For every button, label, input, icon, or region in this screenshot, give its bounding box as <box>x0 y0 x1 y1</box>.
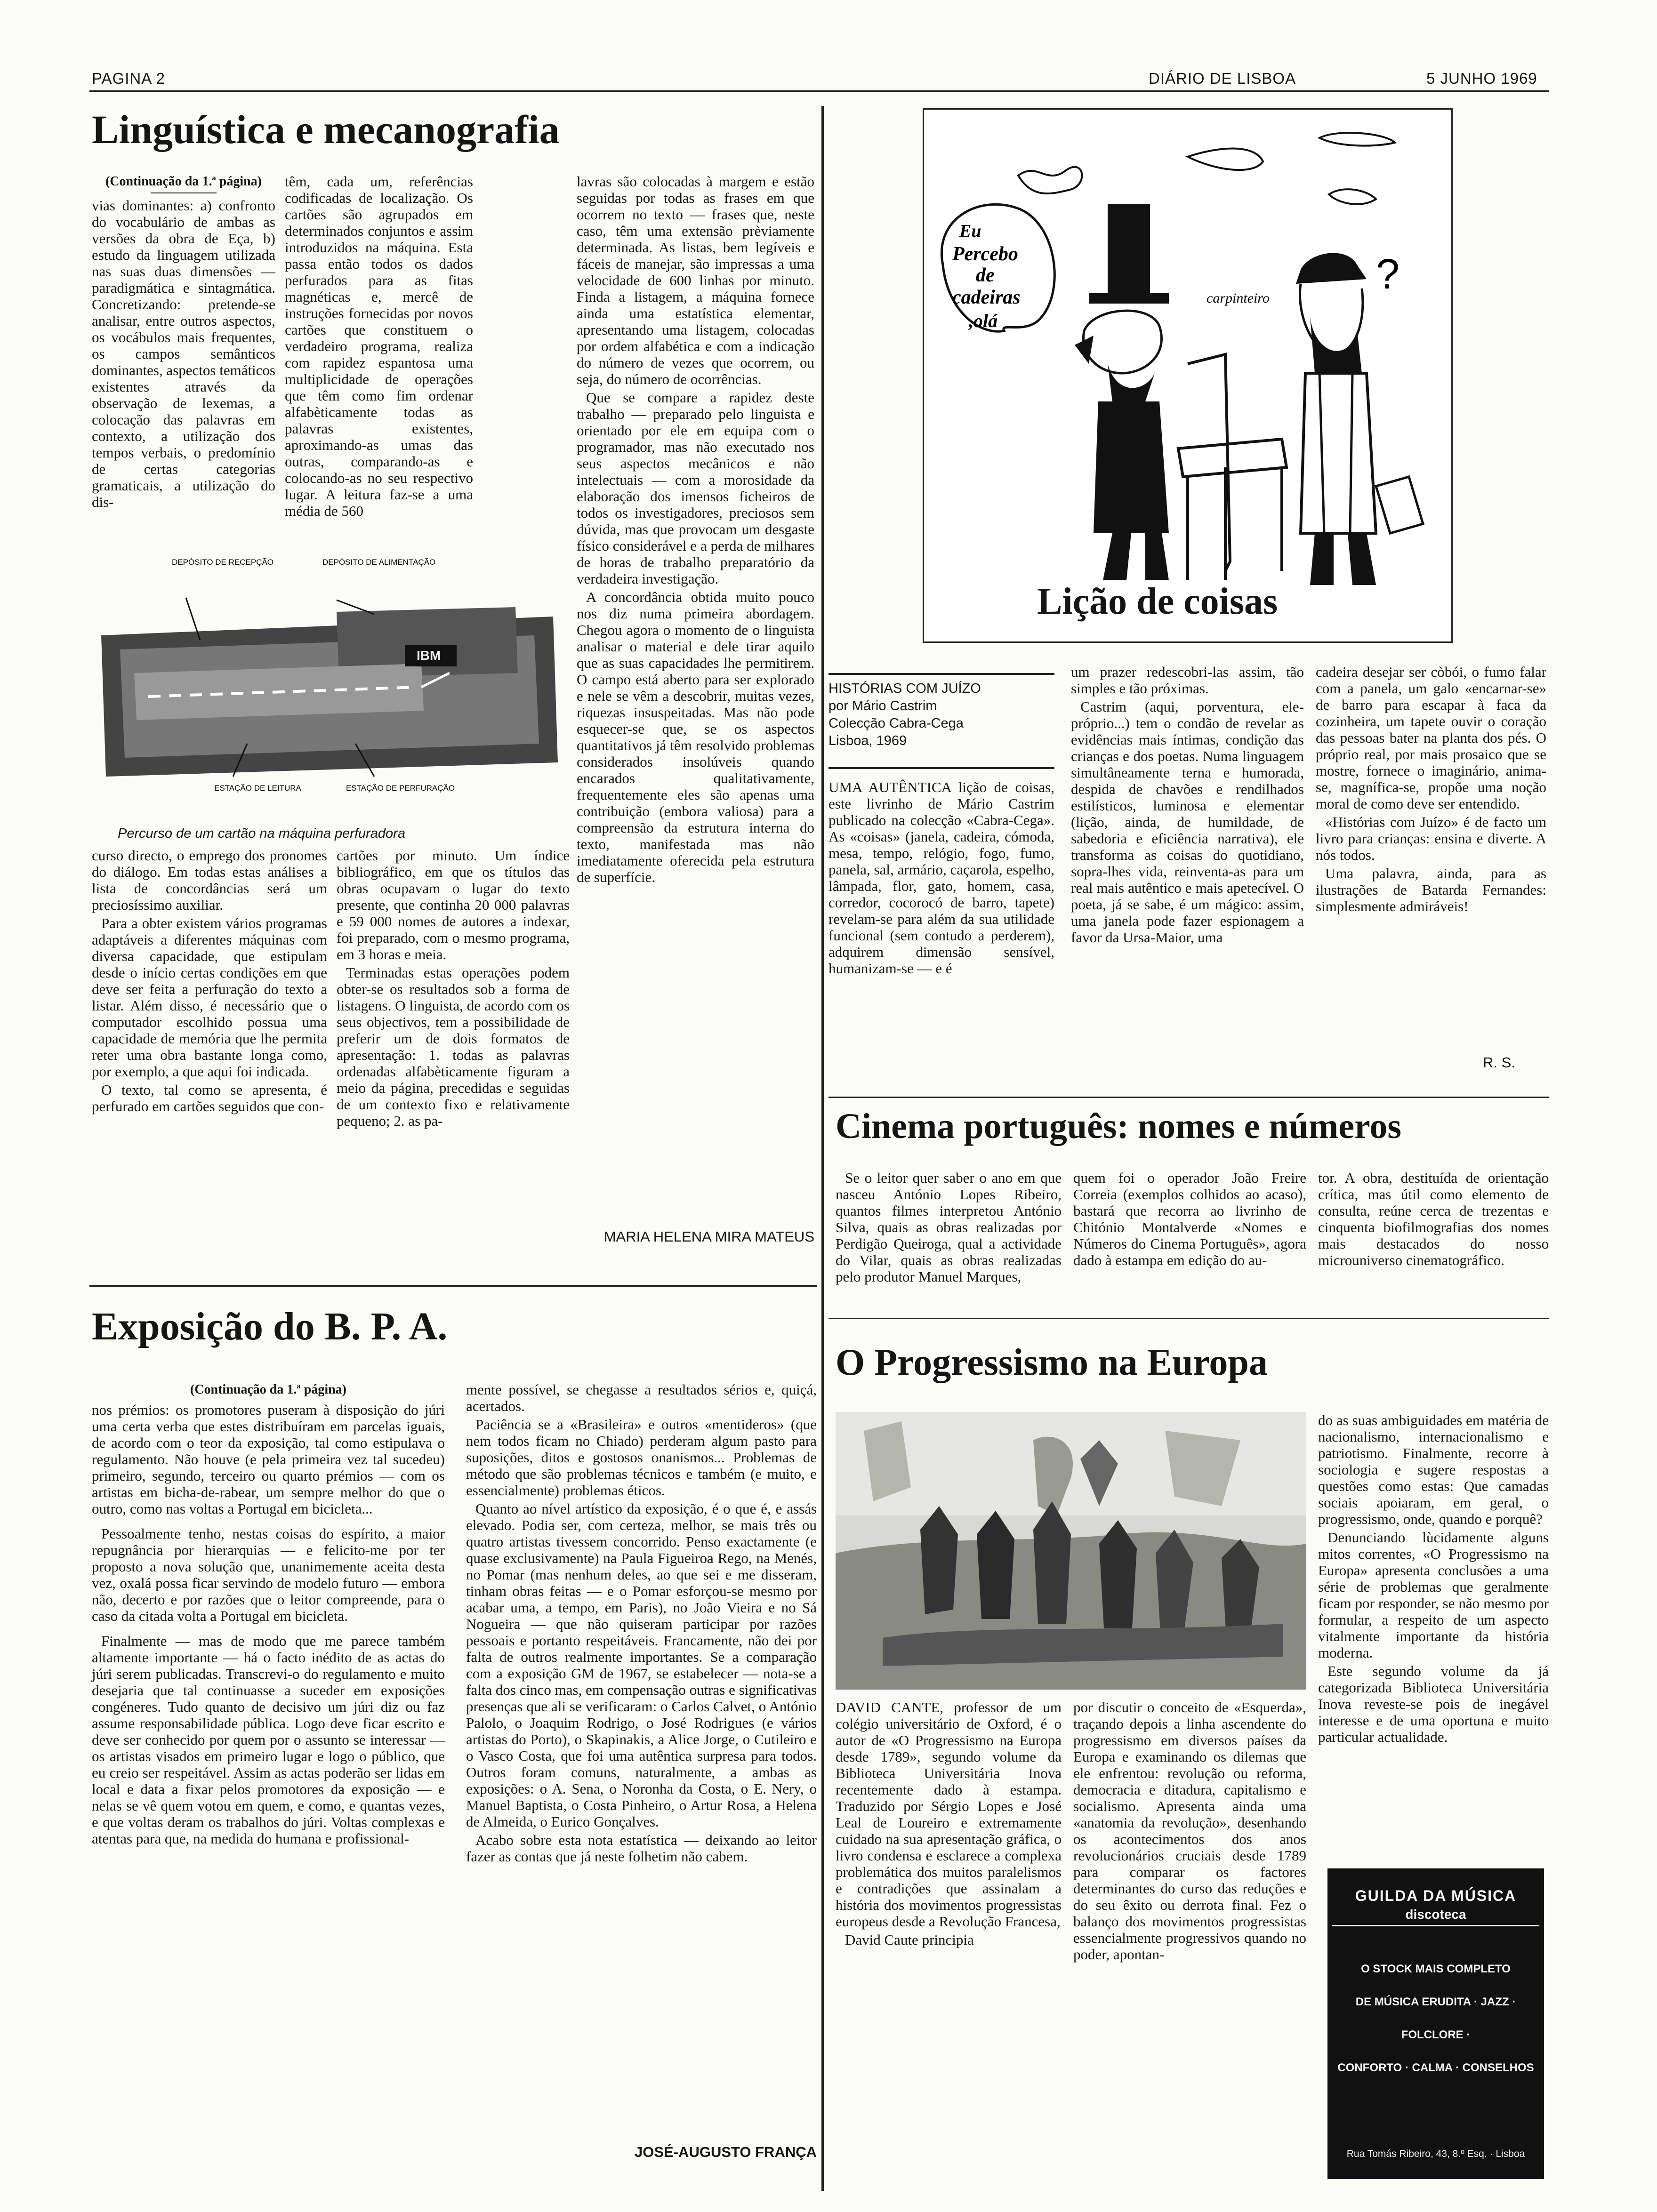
book-box-rule <box>828 673 1054 675</box>
svg-text:cadeiras: cadeiras <box>952 287 1021 308</box>
historical-painting <box>836 1412 1306 1690</box>
paragraph: quem foi o operador João Freire Correia (exemplos colhidos ao acaso), bastará que recorra ao livrinho de Chitónio Montalverde «Nomes e Números do Cinema Português», agora dado à estampa em edição do au- <box>1073 1170 1306 1268</box>
linguistica-col1-lower <box>92 847 327 1252</box>
cinema-col1 <box>836 1170 1062 1348</box>
paragraph: lavras são colocadas à margem e estão seguidas por todas as frases em que ocorrem no texto — frases que, neste caso, têm uma extensão prèviamente determinada. As listas, bem legíveis e fáceis de manejar, são impressas a uma velocidade de 600 linhas por minuto. Finda a listagem, a máquina fornece ainda uma estatística elementar, apresentando uma listagem, colocadas por ordem alfabética e com a indicação do número de vezes que ocorrem, ou seja, do número de ocorrências. <box>577 173 814 387</box>
cartoon-question-mark <box>1376 251 1400 298</box>
paragraph: Uma palavra, ainda, para as ilustrações de Batarda Fernandes: simplesmente admiráveis! <box>1316 865 1546 914</box>
issue-date: 5 JUNHO 1969 <box>1426 70 1537 87</box>
progressismo-col3 <box>1318 1412 1549 1854</box>
linguistica-col2-lower <box>337 847 570 1252</box>
svg-text:?: ? <box>1376 251 1400 298</box>
cartoon-speech <box>952 243 1018 265</box>
expo-col1 <box>92 1381 445 2163</box>
cinema-col2 <box>1073 1170 1306 1348</box>
cartoon-speech <box>959 221 981 241</box>
card-machine-photo <box>92 555 567 819</box>
paragraph: A concordância obtida muito pouco nos diz numa primeira abordagem. Chegou agora o momento de o linguista analisar o material e dele tirar aquilo que as suas capacidades lhe permitirem. O campo está aberto para ser explorado e nele se vêm a descobrir, muitas vezes, riquezas insuspeitadas. Mas não pode esquecer-se que, se os aspectos quantitativos já têm resolvido problemas considerados insolúveis quando encarados qualitativamente, frequentemente eles são apenas uma contribuição (embora valiosa) para a compreensão da estrutura interna do texto, manifestada mas não imediatamente oferecida pela estrutura de superfície. <box>577 589 814 885</box>
linguistica-col2 <box>285 173 473 550</box>
paragraph: Que se compare a rapidez deste trabalho — preparado pelo linguista e orientado por ele em equipa com o programador, mas não executado nos seus aspectos mecânicos e não intelectuais — com a morosidade da elaboração dos imensos ficheiros de todos os investigadores, preciosos sem dúvida, mas que provocam um desgaste físico considerável e a perda de milhares de horas de trabalho preparatório da verdadeira investigação. <box>577 389 814 587</box>
paragraph: do as suas ambiguidades em matéria de nacionalismo, internacionalismo e patriotismo. Finalmente, recorre à sociologia e sugere respostas a questões como estas: Que camadas sociais apoiaram, em geral, o progressismo, onde, quando e porquê? <box>1318 1412 1549 1527</box>
paragraph: «Histórias com Juízo» é de facto um livro para crianças: ensina e diverte. A nós todos. <box>1316 814 1546 863</box>
paragraph: cartões por minuto. Um índice bibliográfico, em que os títulos das obras ocupavam o lugar do texto presente, que continha 20 000 palavras e 59 000 nomes de autores a indexar, foi preparado, com o mesmo programa, em 3 horas e meia. <box>337 847 570 962</box>
author-signature: MARIA HELENA MIRA MATEUS <box>603 1228 814 1245</box>
book-info-line: Colecção Cabra-Cega <box>828 716 964 731</box>
continuation-note: (Continuação da 1.ª página) <box>190 1382 346 1397</box>
diagram-label <box>417 648 441 663</box>
ad-subtitle: discoteca <box>1405 1907 1466 1922</box>
continuation-note: (Continuação da 1.ª página) <box>105 174 262 189</box>
review-signature: R. S. <box>1483 1054 1515 1071</box>
svg-text:DEPÓSITO DE RECEPÇÃO: DEPÓSITO DE RECEPÇÃO <box>172 558 274 567</box>
diagram-label <box>214 784 301 793</box>
expo-col2 <box>466 1381 817 2134</box>
paragraph: um prazer redescobri-las assim, tão simples e tão próximas. <box>1071 664 1304 697</box>
cinema-col3 <box>1318 1170 1549 1348</box>
section-rule <box>89 1285 817 1287</box>
paragraph: O texto, tal como se apresenta, é perfurado em cartões seguidos que con- <box>92 1082 327 1114</box>
article-title-progressismo: O Progressismo na Europa <box>836 1342 1268 1383</box>
diagram-label <box>322 558 435 567</box>
photo-caption: Percurso de um cartão na máquina perfuradora <box>118 826 405 841</box>
review-col2 <box>1071 664 1304 1106</box>
ad-line: DE MÚSICA ERUDITA · JAZZ · <box>1355 1996 1516 2008</box>
book-box-rule <box>828 767 1054 769</box>
ad-address: Rua Tomás Ribeiro, 43, 8.º Esq. · Lisboa <box>1346 2148 1525 2159</box>
paragraph: David Caute principia <box>845 1931 974 1948</box>
section-rule <box>828 1097 1549 1098</box>
newspaper-name: DIÁRIO DE LISBOA <box>1149 70 1296 87</box>
svg-text:carpinteiro: carpinteiro <box>1207 290 1270 306</box>
ad-rule <box>1332 1925 1539 1926</box>
continuation-rule <box>151 192 217 193</box>
svg-text:IBM: IBM <box>417 648 441 663</box>
paragraph: mente possível, se chegasse a resultados sérios e, quiçá, acertados. <box>466 1381 817 1414</box>
section-rule <box>828 1318 1549 1319</box>
paragraph: Este segundo volume da já categorizada Biblioteca Universitária Inova reveste-se pois de inegável interesse e de uma oportuna e muito particular actualidade. <box>1318 1663 1549 1745</box>
svg-text:,olá: ,olá <box>969 310 998 331</box>
cartoon-speech <box>968 310 998 331</box>
guilda-musica-ad <box>1327 1868 1544 2179</box>
paragraph: Se o leitor quer saber o ano em que nasceu António Lopes Ribeiro, quantos filmes interpretou António Silva, quais as obras realizadas por Perdigão Queiroga, qual a actividade do Vilar, quais as obras realizadas pelo produtor Manuel Marques, <box>836 1170 1062 1285</box>
svg-text:ESTAÇÃO DE LEITURA: ESTAÇÃO DE LEITURA <box>214 784 301 793</box>
paragraph: vias dominantes: a) confronto do vocabulário de ambas as versões da obra de Eça, b) estudo da linguagem utilizada nas suas duas dimensões — paradigmática e sintagmática. Concretizando: pretende-se analisar, entre outros aspectos, os vocábulos mais frequentes, os campos semânticos dominantes, aspectos temáticos existentes através da observação de lexemas, a colocação das palavras em contexto, a utilização dos tempos verbais, o predomínio de certas categorias gramaticais, a utilização do dis- <box>92 197 275 510</box>
paragraph: DAVID CANTE, professor de um colégio universitário de Oxford, é o autor de «O Progressismo na Europa desde 1789», segundo volume da Biblioteca Universitária Inova recentemente dado à estampa. Traduzido por Sérgio Lopes e José Leal de Loureiro e extremamente cuidado na sua apresentação gráfica, o livro condensa e esclarece a complexa problemática dos muitos paralelismos e contradições que assinalam a história dos movimentos progressistas europeus desde a Revolução Francesa, <box>836 1699 1062 1930</box>
diagram-label <box>172 558 273 567</box>
article-title-cinema: Cinema português: nomes e números <box>836 1106 1401 1146</box>
diagram-label <box>346 784 455 793</box>
ad-line: FOLCLORE · <box>1401 2028 1471 2041</box>
ad-line: O STOCK MAIS COMPLETO <box>1361 1963 1511 1975</box>
progressismo-col1 <box>836 1699 1062 2170</box>
paragraph: Acabo sobre esta nota estatística — deixando ao leitor fazer as contas que já neste folhetim não cabem. <box>466 1832 817 1865</box>
paragraph: curso directo, o emprego dos pronomes do diálogo. Em todas estas análises a lista de concordâncias será um preciosíssimo auxiliar. <box>92 847 327 913</box>
review-col1 <box>828 779 1054 1108</box>
book-info <box>828 680 1050 750</box>
cartoon-label <box>1207 290 1270 306</box>
paragraph: Terminadas estas operações podem obter-se os resultados sob a forma de listagens. O linguista, de acordo com os seus objectivos, tem a possibilidade de preferir um de dois formatos de apresentação: 1. todas as palavras ordenadas alfabèticamente figuram a meio da página, precedidas e seguidas de um contexto fixo e relativamente pequeno; 2. as pa- <box>337 964 570 1129</box>
page-label: PAGINA 2 <box>92 70 165 87</box>
progressismo-col2 <box>1073 1699 1306 2170</box>
column-rule <box>821 106 824 2191</box>
author-signature: JOSÉ-AUGUSTO FRANÇA <box>635 2144 817 2160</box>
header-rule <box>89 90 1549 92</box>
paragraph: têm, cada um, referências codificadas de localização. Os cartões são agrupados em determinados conjuntos e assim introduzidos na máquina. Esta passa então todos os dados perfurados para as fitas magnéticas e, mercê de instruções fornecidas por novos cartões que constituem o verdadeiro programa, realiza com rapidez espantosa uma multiplicidade de operações que têm como fim ordenar alfabèticamente todas as palavras existentes, aproximando-as umas das outras, comparando-as e colocando-as no seu respectivo lugar. A leitura faz-se a uma média de 560 <box>285 173 473 519</box>
paragraph: cadeira desejar ser còbói, o fumo falar com a panela, um galo «encarnar-se» de barro para escapar à faca da cozinheira, um tapete ouvir o coração das pessoas bater na planta dos pés. O próprio real, por mais prosaico que se mostre, fornece o imaginário, anima-se, magnífica-se, propõe uma noção moral de como deve ser entendido. <box>1316 664 1546 812</box>
ad-line: CONFORTO · CALMA · CONSELHOS <box>1337 2061 1534 2074</box>
paragraph: nos prémios: os promotores puseram à disposição do júri uma certa verba que estes distribuíram em parcelas iguais, de acordo com o teor da exposição, tal como estipulava o regulamento. Não houve (e pela primeira vez tal sucedeu) primeiro, segundo, terceiro ou quarto prémios — com os artistas em bicha-de-rabear, um sempre melhor do que o outro, como nas voltas a Portugal em bicicleta... <box>92 1402 445 1517</box>
paragraph: Quanto ao nível artístico da exposição, é o que é, e assás elevado. Podia ser, com certeza, melhor, se mais três ou quatro artistas tivessem concorrido. Penso exactamente (e quase exclusivamente) na Paula Figueiroa Rego, na Menés, no Pomar (mas nenhum deles, ao que sei e me disseram, tinham obras feitas — e o Pomar esforçou-se mesmo por acabar uma, a tempo, em Paris), no João Vieira e no Sá Nogueira — que não quiseram participar por razões pessoais e portanto respeitáveis. Francamente, não dei por falta de outros realmente importantes. Se a comparação com a exposição GM de 1967, se estabelecer — nota-se a falta dos cinco mas, em compensação outras e significativas presenças que ali se verificaram: o Carlos Calvet, o António Palolo, o Joaquim Rodrigo, o José Rodrigues (e vários artistas do Porto), o Skapinakis, a Alice Jorge, o Cutileiro e o Vasco Costa, que foi uma autêntica surpresa para todos. Outros foram comuns, naturalmente, a ambas as exposições: o A. Sena, o Noronha da Costa, o E. Nery, o Manuel Baptista, o Costa Pinheiro, o Artur Rosa, a Helena de Almeida, o Eurico Gonçalves. <box>466 1500 817 1830</box>
svg-text:ESTAÇÃO DE PERFURAÇÃO: ESTAÇÃO DE PERFURAÇÃO <box>346 784 455 793</box>
article-title-linguistica: Linguística e mecanografia <box>92 107 560 152</box>
review-col3 <box>1316 664 1546 1068</box>
cartoon-speech <box>952 287 1021 308</box>
svg-text:de: de <box>976 264 995 286</box>
linguistica-col1 <box>92 173 275 550</box>
paragraph: Denunciando lùcidamente alguns mitos correntes, «O Progressismo na Europa» apresenta conclusões a uma série de problemas que geralmente ficam por responder, se não mesmo por formular, a respeito de um aspecto vitalmente importante da história moderna. <box>1318 1529 1549 1661</box>
paragraph: Para a obter existem vários programas adaptáveis a diferentes máquinas com diversa capacidade, que estipulam desde o início certas condições em que deve ser feita a perfuração do texto a listar. Além disso, é necessário que o computador escolhido possua uma capacidade de memória que lhe permita reter uma obra bastante longa como, por exemplo, a que aqui foi indicada. <box>92 915 327 1080</box>
cartoon-title: Lição de coisas <box>1037 581 1278 622</box>
paragraph: Paciência se a «Brasileira» e outros «mentideros» (que nem todos ficam no Chiado) perderam algum pasto para suposições, ditos e gostosos onanismos... Problemas de método que são problemas técnicos e também (e muito, e essencialmente) problemas éticos. <box>466 1416 817 1499</box>
linguistica-col3 <box>577 173 814 885</box>
book-info-line: HISTÓRIAS COM JUÍZO <box>828 681 981 696</box>
paragraph: Finalmente — mas de modo que me parece também altamente importante — há o facto inédito de as actas do júri serem publicadas. Transcrevi-o do regulamento e muito desejaria que tal continuasse a suceder em exposições congéneres. Tudo quanto de decisivo um júri diz ou faz assume responsabilidade pública. Logo deve ficar escrito e deve ser conhecido por quem por o assunto se interessar — os artistas visados em primeiro lugar e logo o público, que eu creio ser respeitável. Assim as actas poderão ser lidas em local e data a fixar pelos promotores da exposição — e nelas se vê quem votou em quem, e como, e quantas vezes, e que voltas deram os trabalhos do júri. Voltas complexas e atentas para que, na medida do humana e profissional- <box>92 1633 445 1847</box>
paragraph: por discutir o conceito de «Esquerda», traçando depois a linha ascendente do progressismo em diversos países da Europa e examinando os dilemas que ele enfrentou: revolução ou reforma, democracia e ditadura, capitalismo e socialismo. Apresenta ainda uma «anatomia da revolução», desenhando os acontecimentos dos anos revolucionários cruciais desde 1789 para comparar os factores determinantes do curso das reduções e do seu êxito ou derrota final. Fez o balanço dos movimentos progressistas essencialmente progressivos quando no poder, apontan- <box>1073 1699 1306 1963</box>
svg-text:Percebo: Percebo <box>952 243 1018 265</box>
paragraph: tor. A obra, destituída de orientação crítica, mas útil como elemento de consulta, reúne cerca de trezentas e cinquenta biofilmografias dos nomes mais destacados do nosso microuniverso cinematográfico. <box>1318 1170 1549 1268</box>
ad-brand: GUILDA DA MÚSICA <box>1355 1887 1517 1904</box>
svg-text:Eu: Eu <box>959 221 981 241</box>
paragraph: UMA AUTÊNTICA lição de coisas, este livrinho de Mário Castrim publicado na colecção «Cabra-Cega». As «coisas» (janela, cadeira, cómoda, mesa, tempo, relógio, fogo, fumo, panela, sal, armário, caçarola, espelho, lâmpada, flor, gato, homem, casa, corredor, cocorocó de barro, tapete) revelam-se para além da sua utilidade funcional (sem contudo a perderem), adquirem dimensão sensível, humanizam-se — e é <box>828 779 1054 977</box>
book-info-line: por Mário Castrim <box>828 698 937 713</box>
svg-text:DEPÓSITO DE ALIMENTAÇÃO: DEPÓSITO DE ALIMENTAÇÃO <box>322 558 436 567</box>
paragraph: Pessoalmente tenho, nestas coisas do espírito, a maior repugnância por hierarquias — e felicito-me por ter proposto a nova solução que, unanimemente aceita desta vez, oxalá possa ficar servindo de modelo futuro — embora não, decerto e por razões que o leitor compreende, para o caso da citada volta a Portugal em bicicleta. <box>92 1525 445 1624</box>
book-info-line: Lisboa, 1969 <box>828 733 907 748</box>
cartoon-frame <box>923 108 1453 643</box>
paragraph: Castrim (aqui, porventura, ele-próprio...) tem o condão de revelar as evidências mais íntimas, condição das crianças e dos poetas. Numa linguagem simultâneamente terna e humorada, despida de chavões e rendilhados estilísticos, luminosa e elementar (lição, ainda, de humildade, de sabedoria e eficiência narrativa), ele transforma as coisas do quotidiano, sopra-lhes vida, reinventa-as para um real mais autêntico e mais apetecível. O poeta, já se sabe, é um mágico: assim, uma janela pode fazer espionagem a favor da Ursa-Maior, uma <box>1071 698 1304 946</box>
cartoon-speech <box>976 264 995 286</box>
article-title-exposicao: Exposição do B. P. A. <box>92 1305 448 1348</box>
